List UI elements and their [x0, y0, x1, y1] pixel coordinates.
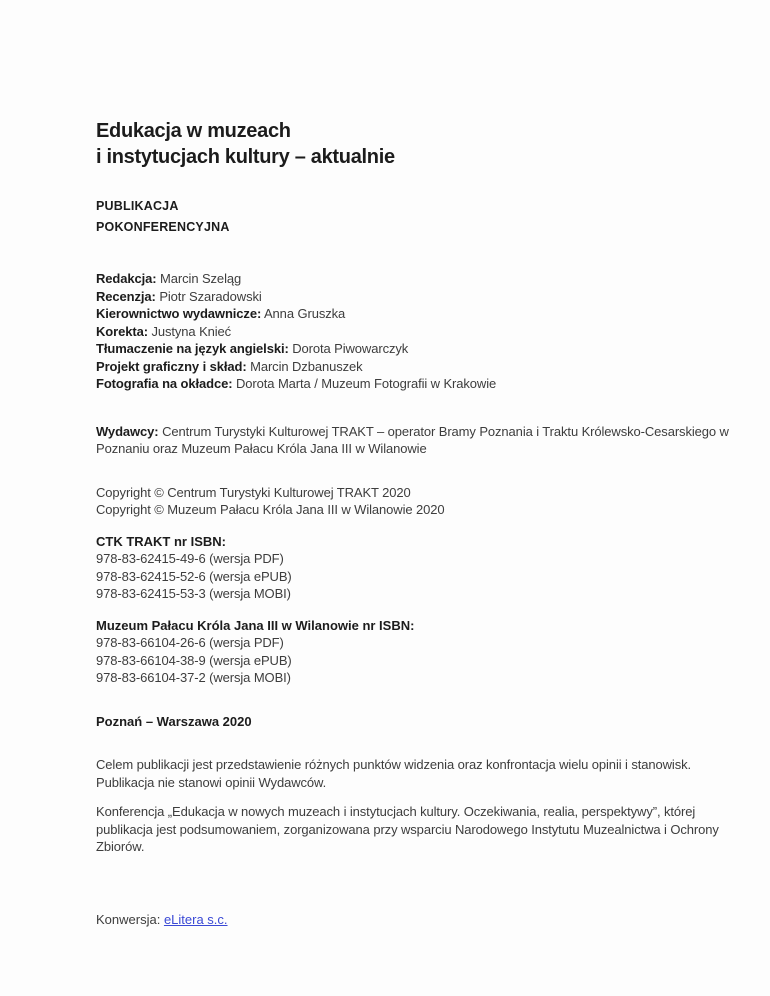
credit-value: Piotr Szaradowski — [159, 288, 262, 304]
credit-value: Marcin Szeląg — [160, 271, 242, 286]
copyright-block — [96, 484, 746, 519]
credit-proofreading — [96, 323, 746, 341]
conversion-line — [96, 911, 746, 929]
copyright-line-1: Copyright © Centrum Turystyki Kulturowej TRAKT 2020 — [96, 484, 411, 500]
isbn-museum-heading: Muzeum Pałacu Króla Jana III w Wilanowie nr ISBN: — [96, 617, 415, 633]
credit-value: Dorota Piwowarczyk — [292, 341, 409, 356]
title-line-1: Edukacja w muzeach — [96, 120, 291, 142]
credit-label: Projekt graficzny i skład: — [96, 358, 247, 374]
page-content — [96, 118, 746, 928]
credit-label: Redakcja: — [96, 271, 157, 286]
isbn-museum-pdf: 978-83-66104-26-6 (wersja PDF) — [96, 635, 284, 650]
conference-paragraph: Konferencja „Edukacja w nowych muzeach i instytucjach kultury. Oczekiwania, realia, perspektywy”, której publikacja jest podsumowaniem, zorganizowana przy wsparciu Narodowego Instytutu Muzealnictwa i Ochrony Zbiorów. — [96, 804, 719, 854]
credit-review — [96, 288, 746, 306]
publishers-paragraph — [96, 423, 746, 458]
subtitle-line-2: POKONFERENCYJNA — [96, 220, 230, 234]
credit-label: Kierownictwo wydawnicze: — [96, 306, 262, 321]
isbn-ctk-heading: CTK TRAKT nr ISBN: — [96, 533, 226, 549]
credit-editor — [96, 270, 746, 288]
credits-list — [96, 270, 746, 393]
credit-graphic-design — [96, 358, 746, 376]
place-date: Poznań – Warszawa 2020 — [96, 713, 252, 729]
isbn-ctk-mobi: 978-83-62415-53-3 (wersja MOBI) — [96, 586, 291, 601]
isbn-museum-epub: 978-83-66104-38-9 (wersja ePUB) — [96, 652, 292, 668]
title-line-2: i instytucjach kultury – aktualnie — [96, 146, 395, 168]
isbn-ctk-pdf: 978-83-62415-49-6 (wersja PDF) — [96, 551, 284, 566]
isbn-museum-mobi: 978-83-66104-37-2 (wersja MOBI) — [96, 670, 291, 685]
page-title — [96, 118, 746, 170]
credit-cover-photo — [96, 375, 746, 393]
credit-translation — [96, 340, 746, 358]
credit-label: Recenzja: — [96, 288, 156, 304]
credit-value: Marcin Dzbanuszek — [250, 358, 363, 374]
publishers-label: Wydawcy: — [96, 423, 159, 439]
credit-label: Tłumaczenie na język angielski: — [96, 341, 289, 356]
elitera-link[interactable]: eLitera s.c. — [163, 911, 228, 927]
conversion-label: Konwersja: — [96, 911, 161, 927]
credit-value: Dorota Marta / Muzeum Fotografii w Krakowie — [236, 376, 497, 391]
isbn-block-ctk — [96, 533, 746, 603]
credit-value: Anna Gruszka — [263, 306, 346, 321]
isbn-block-museum — [96, 617, 746, 687]
subtitle-line-1: PUBLIKACJA — [96, 199, 179, 213]
publishers-text: Centrum Turystyki Kulturowej TRAKT – operator Bramy Poznania i Traktu Królewsko-Cesarskiego w Poznaniu oraz Muzeum Pałacu Króla Jana III w Wilanowie — [96, 423, 729, 456]
copyright-line-2: Copyright © Muzeum Pałacu Króla Jana III w Wilanowie 2020 — [96, 502, 445, 517]
credit-publishing-direction — [96, 305, 746, 323]
credit-label: Korekta: — [96, 323, 148, 339]
publication-type — [96, 196, 746, 238]
credit-value: Justyna Knieć — [151, 323, 232, 339]
credit-label: Fotografia na okładce: — [96, 376, 233, 391]
disclaimer-paragraph: Celem publikacji jest przedstawienie różnych punktów widzenia oraz konfrontacja wielu opinii i stanowisk. Publikacja nie stanowi opinii Wydawców. — [96, 757, 692, 790]
isbn-ctk-epub: 978-83-62415-52-6 (wersja ePUB) — [96, 568, 292, 584]
